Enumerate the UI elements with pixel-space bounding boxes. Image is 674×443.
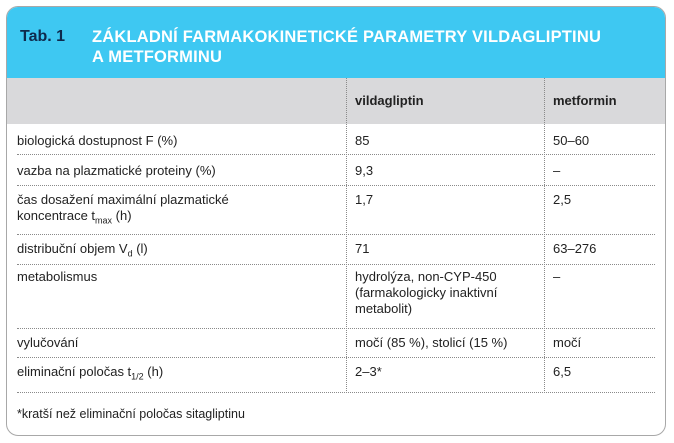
column-header-vildagliptin: vildagliptin [355,93,424,108]
row-parameter-unit: (l) [132,241,148,256]
row-vildagliptin-value: 2–3* [355,364,382,379]
title-line-2: A METFORMINU [92,48,223,66]
subscript: 1/2 [131,371,144,382]
row-metformin-value: 2,5 [553,192,572,207]
table-row [17,359,655,393]
row-parameter: vazba na plazmatické proteiny (%) [17,163,216,178]
row-parameter-main: distribuční objem V [17,241,128,256]
table-number: Tab. 1 [20,28,66,45]
row-parameter [17,192,337,224]
row-vildagliptin-value: 85 [355,133,370,148]
row-metformin-value: – [553,269,561,284]
column-header-metformin: metformin [553,93,617,108]
row-parameter-unit: (h) [112,208,132,223]
row-metformin-value: – [553,163,561,178]
table-row [17,124,655,155]
footnote: *kratší než eliminační poločas sitagliptinu [17,407,245,421]
title-line-1: ZÁKLADNÍ FARMAKOKINETICKÉ PARAMETRY VILDAGLIPTINU [92,28,602,46]
row-vildagliptin-value [355,269,535,317]
table-header [7,7,665,78]
row-vildagliptin-value: 9,3 [355,163,374,178]
row-metformin-value: močí [553,335,582,350]
row-vildagliptin-value: 71 [355,241,370,256]
row-parameter [17,364,337,380]
table-title [92,27,612,67]
row-parameter: biologická dostupnost F (%) [17,133,178,148]
subscript: max [95,215,113,226]
row-parameter-line1: čas dosažení maximální plazmatické [17,192,229,207]
subscript: d [127,248,133,259]
row-metformin-value: 63–276 [553,241,597,256]
value-line2: (farmakologicky inaktivní [355,285,498,300]
table-row [17,330,655,358]
row-parameter: vylučování [17,335,79,350]
row-parameter-unit: (h) [143,364,164,379]
column-header-row [7,78,665,124]
table-row [17,187,655,235]
value-line1: hydrolýza, non-CYP-450 [355,269,497,284]
table-frame [6,6,666,436]
table-row [17,236,655,265]
row-vildagliptin-value: 1,7 [355,192,374,207]
table-row [17,266,655,329]
row-metformin-value: 50–60 [553,133,590,148]
row-metformin-value: 6,5 [553,364,572,379]
row-parameter-line2: koncentrace t [17,208,96,223]
table-row [17,156,655,186]
row-vildagliptin-value: močí (85 %), stolicí (15 %) [355,335,508,350]
value-line3: metabolit) [355,301,413,316]
row-parameter-main: eliminační poločas t [17,364,132,379]
row-parameter: metabolismus [17,269,98,284]
row-parameter [17,241,337,257]
